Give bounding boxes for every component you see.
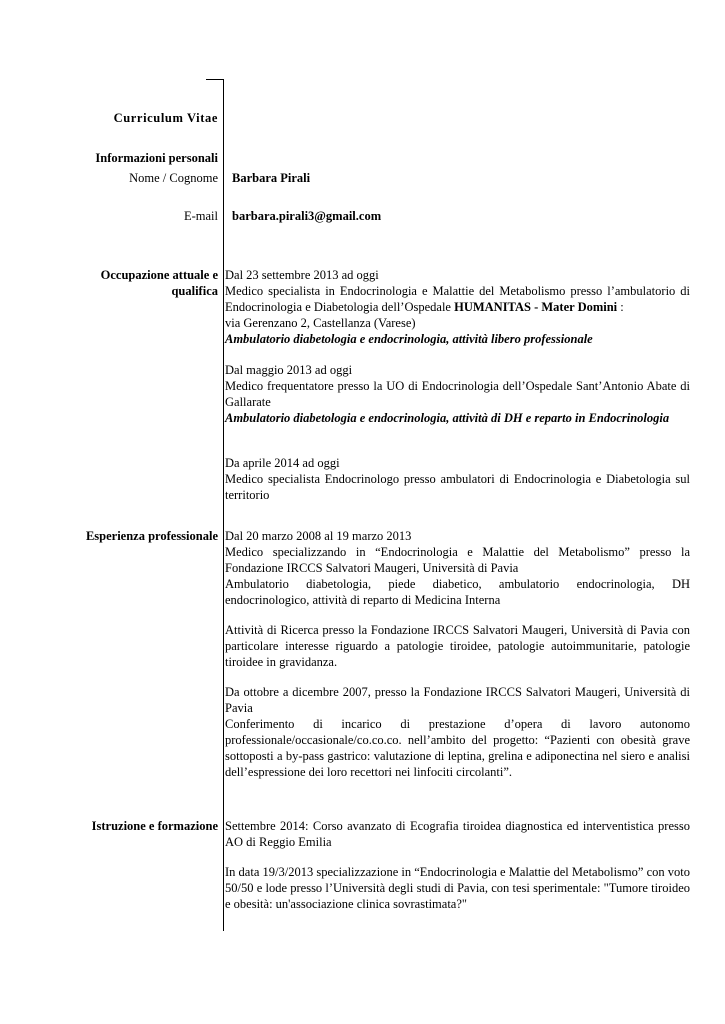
email-value: barbara.pirali3@gmail.com [232, 209, 382, 223]
specialization-description: In data 19/3/2013 specializzazione in “Endocrinologia e Malattie del Metabolismo” con voto 50/50 e lode presso l’Università degli studi di Pavia, con tesi sperimentale: "Tumore tiroideo e obesità: un'associazione clinica sovrastimata?" [225, 865, 690, 911]
entry-date: Da ottobre a dicembre 2007, presso la Fondazione IRCCS Salvatori Maugeri, Università di Pavia [225, 685, 690, 715]
document-title: Curriculum Vitae [113, 111, 218, 125]
entry-description: Medico frequentatore presso la UO di Endocrinologia dell’Ospedale Sant’Antonio Abate di Gallarate [225, 379, 690, 409]
education-block-2 [225, 864, 690, 912]
hospital-name: HUMANITAS - Mater Domini [454, 300, 618, 314]
experience-block-2 [225, 622, 690, 670]
entry-date: Dal maggio 2013 ad oggi [225, 363, 353, 377]
personal-info-heading: Informazioni personali [95, 151, 218, 165]
experience-block-1 [225, 528, 690, 608]
email-label: E-mail [183, 209, 218, 223]
header-rule [206, 79, 224, 80]
entry-description: Conferimento di incarico di prestazione d’opera di lavoro autonomo professionale/occasionale/co.co.co. nell’ambito del progetto: “Pazienti con obesità grave sottoposti a by-pass gastrico: valutazione di leptina, grelina e adiponectina nel siero e analisi dell’espressione dei loro recettori nei linfociti circolanti”. [225, 717, 690, 779]
entry-date: Da aprile 2014 ad oggi [225, 456, 340, 470]
name-value: Barbara Pirali [232, 171, 311, 185]
research-description: Attività di Ricerca presso la Fondazione IRCCS Salvatori Maugeri, Università di Pavia con particolare interesse riguardo a patologie tiroidee, patologie autoimmunitarie, patologie tiroidee in gravidanza. [225, 623, 690, 669]
entry-description: Medico specialista Endocrinologo presso ambulatori di Endocrinologia e Diabetologia sul territorio [225, 472, 690, 502]
occupation-heading-line1: Occupazione attuale e [100, 268, 218, 282]
entry-activity: Ambulatorio diabetologia e endocrinologia, attività di DH e reparto in Endocrinologia [225, 411, 670, 425]
column-divider [223, 79, 224, 931]
entry-activity: Ambulatorio diabetologia, piede diabetico, ambulatorio endocrinologia, DH endocrinologico, attività di reparto di Medicina Interna [225, 577, 690, 607]
entry-description: Medico specializzando in “Endocrinologia e Malattie del Metabolismo” presso la Fondazione IRCCS Salvatori Maugeri, Università di Pavia [225, 545, 690, 575]
entry-description: Medico specialista in Endocrinologia e Malattie del Metabolismo presso l’ambulatorio di Endocrinologia e Diabetologia dell’Ospedale HUMANITAS - Mater Domini : [225, 284, 690, 314]
entry-address: via Gerenzano 2, Castellanza (Varese) [225, 316, 416, 330]
occupation-heading-line2: qualifica [171, 284, 218, 298]
name-label: Nome / Cognome [129, 171, 218, 185]
experience-block-3 [225, 684, 690, 780]
entry-date: Dal 23 settembre 2013 ad oggi [225, 268, 379, 282]
experience-heading: Esperienza professionale [85, 529, 218, 543]
education-block-1 [225, 818, 690, 850]
occupation-entry-1 [225, 267, 690, 347]
occupation-entry-2 [225, 362, 690, 426]
occupation-entry-3 [225, 455, 690, 503]
entry-activity: Ambulatorio diabetologia e endocrinologia, attività libero professionale [225, 332, 593, 346]
course-description: Settembre 2014: Corso avanzato di Ecografia tiroidea diagnostica ed interventistica presso AO di Reggio Emilia [225, 819, 690, 849]
entry-date: Dal 20 marzo 2008 al 19 marzo 2013 [225, 529, 412, 543]
education-heading: Istruzione e formazione [91, 819, 218, 833]
